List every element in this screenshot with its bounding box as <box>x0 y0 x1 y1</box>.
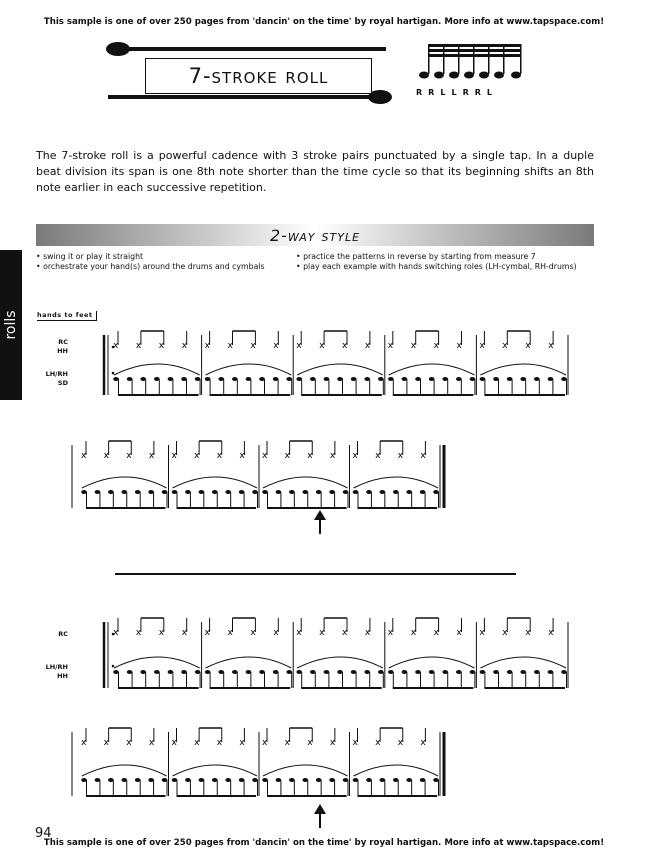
phrase-slur <box>206 657 292 668</box>
roll-note <box>212 778 218 782</box>
cymbal-note: x <box>273 341 279 351</box>
roll-note <box>561 377 567 381</box>
roll-note <box>162 778 168 782</box>
roll-note <box>276 490 282 494</box>
roll-note <box>205 670 211 674</box>
roll-note <box>324 377 330 381</box>
roll-note <box>135 778 141 782</box>
cymbal-note: x <box>284 738 290 748</box>
roll-note <box>246 670 252 674</box>
cymbal-note: x <box>216 738 223 748</box>
roll-note <box>273 670 279 674</box>
roll-note <box>172 778 178 782</box>
roll-note <box>127 670 133 674</box>
phrase-slur <box>82 477 167 488</box>
cymbal-note: x <box>433 628 439 638</box>
roll-note <box>296 670 302 674</box>
roll-note <box>252 490 258 494</box>
tip-item: • play each example with hands switching roles (LH-cymbal, RH-drums) <box>296 262 577 272</box>
phrase-slur <box>297 657 383 668</box>
roll-note <box>212 490 218 494</box>
cymbal-note: x <box>410 341 417 351</box>
roll-note <box>310 377 316 381</box>
cymbal-note: x <box>239 738 245 748</box>
roll-note <box>337 670 343 674</box>
cymbal-note: x <box>81 451 87 461</box>
roll-note <box>406 490 412 494</box>
roll-note <box>470 377 476 381</box>
roll-note <box>388 670 394 674</box>
roll-note <box>324 670 330 674</box>
roll-note <box>205 377 211 381</box>
roll-note <box>246 377 252 381</box>
roll-note <box>402 377 408 381</box>
roll-note <box>95 490 101 494</box>
roll-note <box>154 377 160 381</box>
roll-note <box>380 778 386 782</box>
cymbal-note: x <box>433 341 439 351</box>
cymbal-note: x <box>548 628 554 638</box>
staff-label: HH <box>57 672 68 680</box>
roll-note <box>195 377 201 381</box>
roll-note <box>534 670 540 674</box>
roll-note <box>276 778 282 782</box>
tip-item: • swing it or play it straight <box>36 252 265 262</box>
phrase-slur <box>263 765 348 776</box>
roll-note <box>296 377 302 381</box>
sticking-letter: L <box>451 88 457 97</box>
cymbal-note: x <box>352 451 358 461</box>
roll-note <box>148 490 154 494</box>
roll-note <box>420 490 426 494</box>
roll-note <box>302 778 308 782</box>
cymbal-note: x <box>456 628 462 638</box>
cymbal-note: x <box>420 738 426 748</box>
roll-note <box>95 778 101 782</box>
sticking-letter: R <box>474 88 481 97</box>
phrase-slur <box>354 477 439 488</box>
cymbal-note: x <box>502 341 508 351</box>
cymbal-note: x <box>113 341 119 351</box>
roll-note <box>252 778 258 782</box>
roll-note <box>337 377 343 381</box>
cymbal-note: x <box>148 738 155 748</box>
roll-note <box>493 377 499 381</box>
roll-note <box>507 377 513 381</box>
roll-note <box>232 670 238 674</box>
cymbal-note: x <box>375 451 381 461</box>
cymbal-note: x <box>181 341 188 351</box>
roll-note <box>81 778 87 782</box>
bottom-banner: This sample is one of over 250 pages from 'dancin' on the time' by royal hartigan. More info at www.tapspace.com! <box>43 838 605 848</box>
cymbal-note: x <box>319 341 325 351</box>
sticking-letter: R <box>428 88 435 97</box>
roll-note <box>493 670 499 674</box>
sticking-letter: L <box>486 88 493 97</box>
cymbal-note: x <box>250 628 256 638</box>
cymbal-note: x <box>113 628 119 638</box>
cymbal-note: x <box>126 738 132 748</box>
roll-note <box>364 670 370 674</box>
cymbal-note: x <box>525 628 531 638</box>
roll-note <box>286 670 292 674</box>
cymbal-note: x <box>239 451 245 461</box>
roll-note <box>273 377 279 381</box>
cymbal-note: x <box>181 628 188 638</box>
cymbal-note: x <box>171 738 177 748</box>
roll-note <box>218 377 224 381</box>
top-banner: This sample is one of over 250 pages from 'dancin' on the time' by royal hartigan. More info at www.tapspace.com! <box>43 17 605 27</box>
roll-note <box>225 490 231 494</box>
tip-item: • practice the patterns in reverse by starting from measure 7 <box>296 252 577 262</box>
roll-note <box>415 377 421 381</box>
roll-note <box>286 377 292 381</box>
roll-note <box>429 670 435 674</box>
roll-note <box>343 490 349 494</box>
roll-note <box>316 778 322 782</box>
page-number: 94 <box>35 826 52 841</box>
roll-note <box>195 670 201 674</box>
cymbal-note: x <box>548 341 554 351</box>
page-title: 7-stroke roll <box>145 58 372 94</box>
cymbal-note: x <box>227 628 233 638</box>
roll-note <box>154 670 160 674</box>
cymbal-note: x <box>103 738 109 748</box>
roll-note <box>456 377 462 381</box>
roll-note <box>520 377 526 381</box>
roll-note <box>388 377 394 381</box>
roll-note <box>393 778 399 782</box>
phrase-slur <box>354 765 439 776</box>
roll-note <box>135 490 141 494</box>
cymbal-note: x <box>375 738 381 748</box>
roll-note <box>262 490 268 494</box>
roll-note <box>140 670 146 674</box>
roll-note <box>429 377 435 381</box>
roll-note <box>140 377 146 381</box>
staff-label: HH <box>57 347 68 355</box>
roll-note <box>262 778 268 782</box>
cymbal-note: x <box>135 628 142 638</box>
cymbal-note: x <box>262 738 268 748</box>
phrase-slur <box>480 657 566 668</box>
roll-note <box>289 490 295 494</box>
roll-note <box>181 377 187 381</box>
roll-note <box>108 490 114 494</box>
roll-note <box>534 377 540 381</box>
cymbal-note: x <box>364 341 371 351</box>
arrow-icon <box>314 804 326 814</box>
roll-note <box>378 377 384 381</box>
cymbal-note: x <box>148 451 155 461</box>
roll-note <box>406 778 412 782</box>
roll-note <box>470 670 476 674</box>
cymbal-note: x <box>387 341 394 351</box>
roll-note <box>480 377 486 381</box>
roll-note <box>353 778 359 782</box>
staff-label: RC <box>58 630 68 638</box>
roll-note <box>433 490 439 494</box>
roll-note <box>380 490 386 494</box>
sticking-letter: R <box>462 88 469 97</box>
phrase-slur <box>114 364 200 375</box>
roll-note <box>442 377 448 381</box>
roll-note <box>351 377 357 381</box>
cymbal-note: x <box>329 451 336 461</box>
roll-note <box>113 377 119 381</box>
phrase-slur <box>173 765 258 776</box>
roll-note <box>108 778 114 782</box>
cymbal-note: x <box>216 451 223 461</box>
cymbal-note: x <box>502 628 508 638</box>
roll-note <box>289 778 295 782</box>
roll-note <box>168 670 174 674</box>
roll-note <box>162 490 168 494</box>
section-title: 2-way style <box>36 224 594 246</box>
cymbal-note: x <box>352 738 358 748</box>
cymbal-note: x <box>81 738 87 748</box>
phrase-slur <box>263 477 348 488</box>
staff-label: RC <box>58 338 68 346</box>
phrase-slur <box>82 765 167 776</box>
cymbal-note: x <box>387 628 394 638</box>
roll-note <box>239 490 245 494</box>
sticking-letter: L <box>440 88 446 97</box>
roll-note <box>366 778 372 782</box>
roll-note <box>433 778 439 782</box>
cymbal-note: x <box>250 341 256 351</box>
roll-note <box>329 490 335 494</box>
roll-note <box>561 670 567 674</box>
roll-note <box>185 490 191 494</box>
roll-note <box>148 778 154 782</box>
roll-note <box>259 670 265 674</box>
cymbal-note: x <box>397 451 404 461</box>
roll-note <box>456 670 462 674</box>
cymbal-note: x <box>194 451 200 461</box>
roll-note <box>259 377 265 381</box>
roll-note <box>548 670 554 674</box>
roll-note <box>181 670 187 674</box>
cymbal-note: x <box>284 451 290 461</box>
cymbal-note: x <box>456 341 462 351</box>
sticking-letter: R <box>416 88 423 97</box>
phrase-slur <box>389 657 475 668</box>
roll-note <box>351 670 357 674</box>
roll-note <box>232 377 238 381</box>
cymbal-note: x <box>342 341 348 351</box>
roll-note <box>239 778 245 782</box>
cymbal-note: x <box>342 628 348 638</box>
repeat-dot <box>112 372 115 375</box>
cymbal-note: x <box>329 738 336 748</box>
cymbal-note: x <box>171 451 177 461</box>
staff-label: SD <box>57 379 68 387</box>
staff-label: LH/RH <box>45 370 68 378</box>
phrase-slur <box>114 657 200 668</box>
roll-note <box>81 490 87 494</box>
phrase-slur <box>389 364 475 375</box>
roll-note <box>199 778 205 782</box>
roll-note <box>172 490 178 494</box>
roll-note <box>218 670 224 674</box>
roll-note <box>480 670 486 674</box>
cymbal-note: x <box>103 451 109 461</box>
roll-note <box>316 490 322 494</box>
cymbal-note: x <box>126 451 132 461</box>
roll-note <box>402 670 408 674</box>
roll-note <box>127 377 133 381</box>
roll-note <box>415 670 421 674</box>
arrow-icon <box>314 510 326 520</box>
cymbal-note: x <box>319 628 325 638</box>
roll-note <box>225 778 231 782</box>
roll-note <box>393 490 399 494</box>
cymbal-note: x <box>525 341 531 351</box>
roll-note <box>113 670 119 674</box>
roll-note <box>507 670 513 674</box>
roll-note <box>121 490 127 494</box>
roll-note <box>353 490 359 494</box>
roll-note <box>520 670 526 674</box>
cymbal-note: x <box>307 451 313 461</box>
cymbal-note: x <box>204 341 210 351</box>
roll-note <box>548 377 554 381</box>
staff-label: LH/RH <box>45 663 68 671</box>
phrase-slur <box>297 364 383 375</box>
cymbal-note: x <box>479 628 485 638</box>
roll-note <box>442 670 448 674</box>
cymbal-note: x <box>135 341 142 351</box>
roll-note <box>185 778 191 782</box>
phrase-slur <box>173 477 258 488</box>
chapter-tab-label: rolls <box>3 310 19 340</box>
roll-note <box>343 778 349 782</box>
cymbal-note: x <box>158 341 165 351</box>
cymbal-note: x <box>307 738 313 748</box>
roll-note <box>168 377 174 381</box>
cymbal-note: x <box>410 628 417 638</box>
phrase-slur <box>480 364 566 375</box>
repeat-dot <box>112 665 115 668</box>
roll-note <box>420 778 426 782</box>
hands-to-feet-label: hands to feet <box>37 311 97 321</box>
cymbal-note: x <box>296 341 302 351</box>
roll-note <box>310 670 316 674</box>
cymbal-note: x <box>158 628 165 638</box>
roll-note <box>121 778 127 782</box>
cymbal-note: x <box>479 341 485 351</box>
cymbal-note: x <box>296 628 302 638</box>
tip-item: • orchestrate your hand(s) around the drums and cymbals <box>36 262 265 272</box>
cymbal-note: x <box>364 628 371 638</box>
roll-note <box>199 490 205 494</box>
cymbal-note: x <box>397 738 404 748</box>
intro-paragraph: The 7-stroke roll is a powerful cadence with 3 stroke pairs punctuated by a single tap. In a duple beat division its span is one 8th note shorter than the time cycle so that its beginning shifts an 8th note earlier in each successive repetition. <box>36 149 594 194</box>
roll-note <box>364 377 370 381</box>
cymbal-note: x <box>262 451 268 461</box>
cymbal-note: x <box>227 341 233 351</box>
cymbal-note: x <box>273 628 279 638</box>
roll-note <box>378 670 384 674</box>
cymbal-note: x <box>420 451 426 461</box>
roll-note <box>302 490 308 494</box>
phrase-slur <box>206 364 292 375</box>
roll-note <box>366 490 372 494</box>
cymbal-note: x <box>204 628 210 638</box>
roll-note <box>329 778 335 782</box>
cymbal-note: x <box>194 738 200 748</box>
